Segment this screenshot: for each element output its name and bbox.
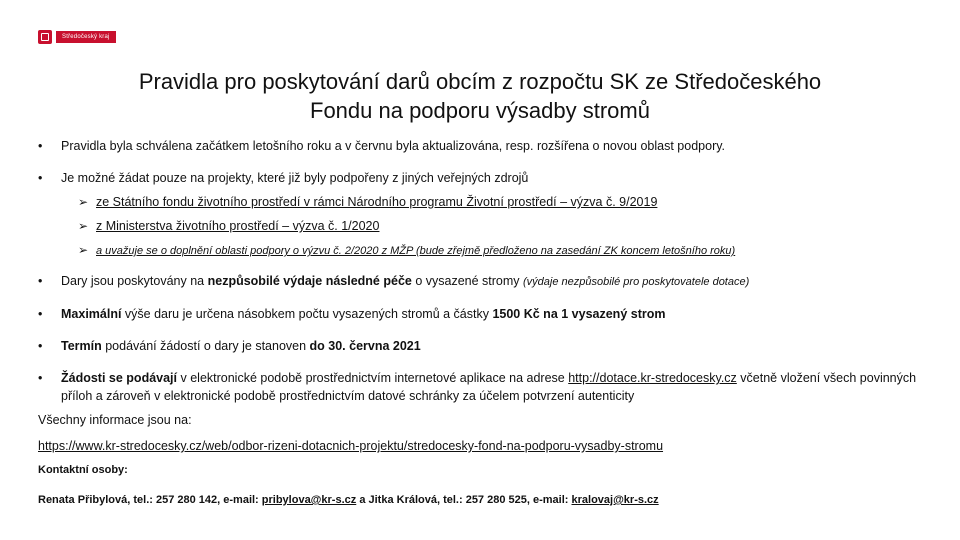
bullet-gift-purpose: • Dary jsou poskytovány na nezpůsobilé výdaje následné péče o vysazené stromy (výdaje nezpůsobilé pro poskytovatele dotace)	[38, 272, 928, 291]
sub-item-mzp: ➢ z Ministerstva životního prostředí – výzva č. 1/2020	[78, 219, 380, 233]
bullet-deadline: • Termín podávání žádostí o dary je stanoven do 30. června 2021	[38, 337, 928, 355]
email-pribylova-link[interactable]: pribylova@kr-s.cz	[261, 494, 357, 506]
content	[38, 137, 928, 517]
bullet-rules-approved: • Pravidla byla schválena začátkem letošního roku a v červnu byla aktualizována, resp. rozšířena o novou oblast podpory.	[38, 137, 928, 155]
page-title	[60, 67, 900, 125]
contacts-label: Kontaktní osoby:	[38, 464, 128, 476]
sub-item-sfzp: ➢ ze Státního fondu životního prostředí v rámci Národního programu Životní prostředí – výzva č. 9/2019	[78, 195, 658, 209]
title-line-2: Fondu na podporu výsadby stromů	[310, 97, 650, 123]
email-kralova-link[interactable]: kralovaj@kr-s.cz	[571, 494, 659, 506]
contacts-line: Renata Přibylová, tel.: 257 280 142, e-mail: pribylova@kr-s.cz a Jitka Králová, tel.: 257 280 525, e-mail: kralovaj@kr-s.cz	[38, 494, 659, 506]
logo	[38, 30, 116, 44]
info-url-link[interactable]: https://www.kr-stredocesky.cz/web/odbor-rizeni-dotacnich-projektu/stredocesky-fond-na-podporu-vysadby-stromu	[38, 439, 664, 453]
bullet-max-amount: • Maximální výše daru je určena násobkem počtu vysazených stromů a částky 1500 Kč na 1 vysazený strom	[38, 305, 928, 323]
info-url-row	[38, 437, 928, 455]
coat-of-arms-icon	[38, 30, 52, 44]
bullet-submission: • Žádosti se podávají v elektronické podobě prostřednictvím internetové aplikace na adrese http://dotace.kr-stredocesky.cz včetně vložení všech povinných příloh a zároveň v elektronické podobě prostřednictvím datové schránky za účelem potvrzení autenticity	[38, 369, 928, 405]
arrow-icon: ➢	[78, 219, 89, 233]
bullet-eligible-projects: • Je možné žádat pouze na projekty, které již byly podpořeny z jiných veřejných zdrojů ➢ ze Státního fondu životního prostředí v rámci Národního programu Životní prostředí – výzva č. 9/2019 ➢ z Ministerstva životního prostředí – výzva č. 1/2020 ➢ a uvažuje se o doplnění oblasti podpory o výzvu č. 2/2020 z MŽP (bude zřejmě předloženo na zasedání ZK koncem letošního roku)	[38, 169, 928, 260]
info-label: Všechny informace jsou na:	[38, 413, 192, 427]
title-line-1: Pravidla pro poskytování darů obcím z rozpočtu SK ze Středočeského	[138, 68, 822, 94]
dotace-link[interactable]: http://dotace.kr-stredocesky.cz	[568, 371, 737, 385]
arrow-icon: ➢	[78, 243, 89, 257]
sub-item-planned: ➢ a uvažuje se o doplnění oblasti podpory o výzvu č. 2/2020 z MŽP (bude zřejmě předloženo na zasedání ZK koncem letošního roku)	[78, 243, 736, 257]
arrow-icon: ➢	[78, 195, 89, 209]
logo-text: Středočeský kraj	[56, 31, 116, 43]
